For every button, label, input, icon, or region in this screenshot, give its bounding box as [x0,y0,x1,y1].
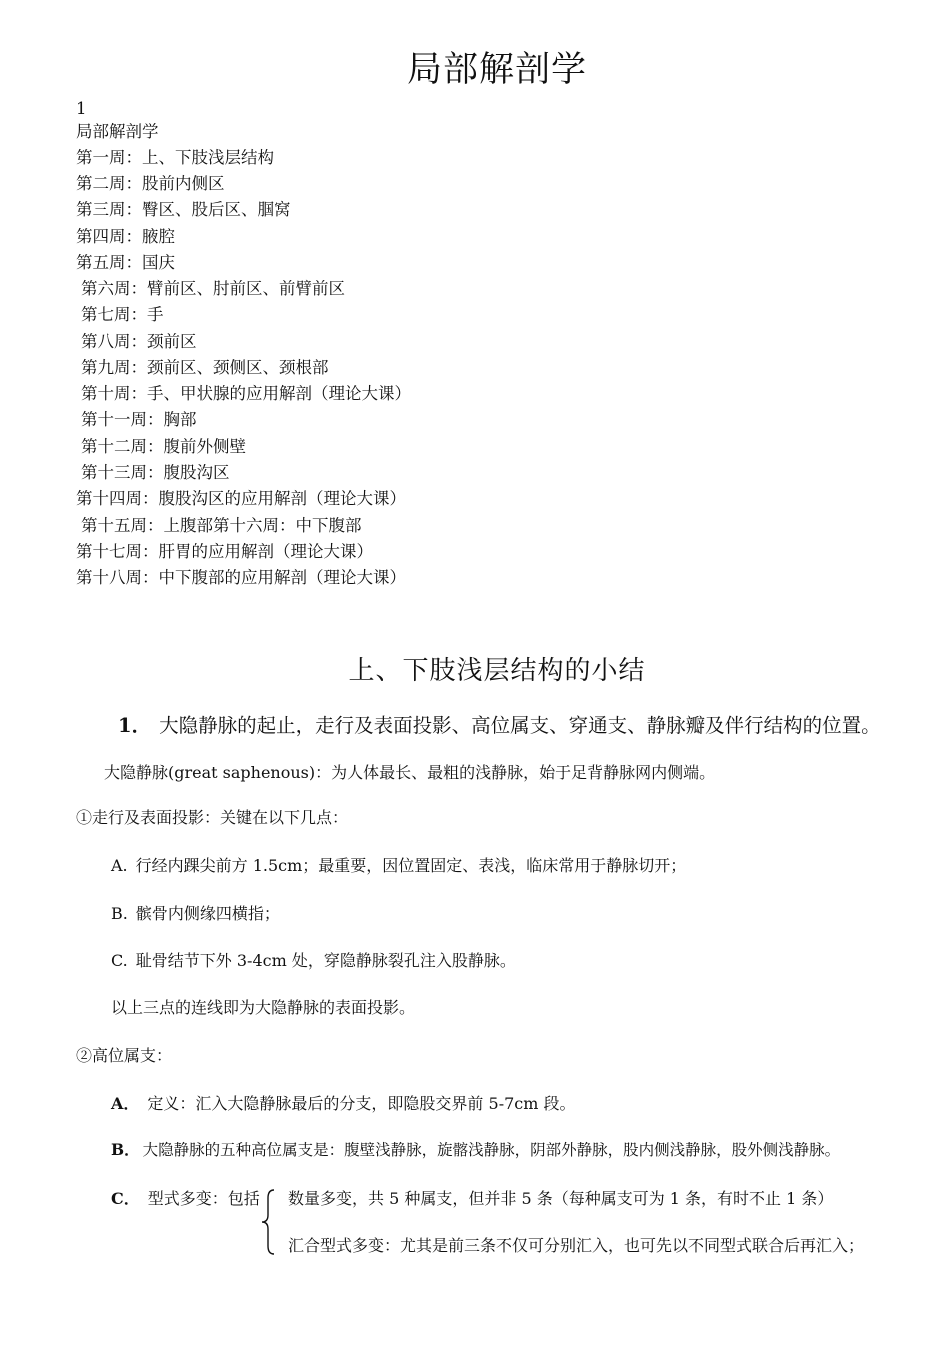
branch-point [111,1186,260,1209]
point-text: 定义：汇入大隐静脉最后的分支，即隐股交界前 5-7cm 段。 [147,1094,576,1113]
toc-item: 第十七周：肝胃的应用解剖（理论大课） [76,542,373,561]
point-text: 大隐静脉的五种高位属支是：腹壁浅静脉，旋髂浅静脉，阴部外静脉，股内侧浅静脉，股外侧浅静脉。 [142,1141,841,1159]
course-conclusion: 以上三点的连线即为大隐静脉的表面投影。 [111,998,416,1017]
point-label: C． [111,1189,140,1208]
toc-item: 第十周：手、甲状腺的应用解剖（理论大课） [81,384,411,403]
toc-item: 第十四周：腹股沟区的应用解剖（理论大课） [76,489,406,508]
toc-item: 第九周：颈前区、颈侧区、颈根部 [81,358,329,377]
toc-item: 第七周：手 [81,305,164,324]
toc-item: 局部解剖学 [76,122,159,141]
definition-text: 大隐静脉(great saphenous)：为人体最长、最粗的浅静脉，始于足背静脉网内侧端。 [104,763,716,782]
toc-item: 第二周：股前内侧区 [76,174,225,193]
toc-item: 第六周：臂前区、肘前区、前臂前区 [81,279,345,298]
variant-item: 数量多变，共 5 种属支，但并非 5 条（每种属支可为 1 条，有时不止 1 条） [288,1189,834,1208]
point-label: C. [111,951,128,970]
point-text: 耻骨结节下外 3-4cm 处，穿隐静脉裂孔注入股静脉。 [135,951,516,970]
toc-item: 第十二周：腹前外侧壁 [81,437,246,456]
point-label: B． [111,1140,140,1159]
question-text: 大隐静脉的起止，走行及表面投影、高位属支、穿通支、静脉瓣及伴行结构的位置。 [159,714,881,737]
toc-item: 第十一周：胸部 [81,410,197,429]
section-heading: 上、下肢浅层结构的小结 [348,656,646,686]
question-1 [118,710,881,738]
point-text: 型式多变：包括 [147,1189,260,1208]
branch-point [111,1091,576,1114]
point-text: 髌骨内侧缘四横指； [135,904,280,923]
point-label: B. [111,904,128,923]
branch-point [111,1138,840,1160]
variant-item: 汇合型式多变：尤其是前三条不仅可分别汇入，也可先以不同型式联合后再汇入； [288,1236,865,1255]
page-title: 局部解剖学 [406,50,587,90]
toc-item: 第五周：国庆 [76,253,175,272]
page-number: 1 [76,99,87,118]
toc-item: 第十五周：上腹部第十六周：中下腹部 [81,516,362,535]
course-point [111,901,280,924]
branches-heading: ②高位属支： [76,1046,173,1065]
toc-item: 第八周：颈前区 [81,332,197,351]
course-point [111,853,686,876]
point-label: A. [111,856,128,875]
point-label: A． [111,1094,140,1113]
point-text: 行经内踝尖前方 1.5cm；最重要，因位置固定、表浅，临床常用于静脉切开； [135,856,687,875]
toc-item: 第十八周：中下腹部的应用解剖（理论大课） [76,568,406,587]
course-heading: ①走行及表面投影：关键在以下几点： [76,808,349,827]
toc-item: 第十三周：腹股沟区 [81,463,230,482]
course-point [111,948,516,971]
question-number: 1． [118,714,152,737]
curly-brace-icon [259,1188,275,1256]
toc-item: 第四周：腋腔 [76,227,175,246]
toc-item: 第一周：上、下肢浅层结构 [76,148,274,167]
toc-item: 第三周：臀区、股后区、腘窝 [76,200,291,219]
